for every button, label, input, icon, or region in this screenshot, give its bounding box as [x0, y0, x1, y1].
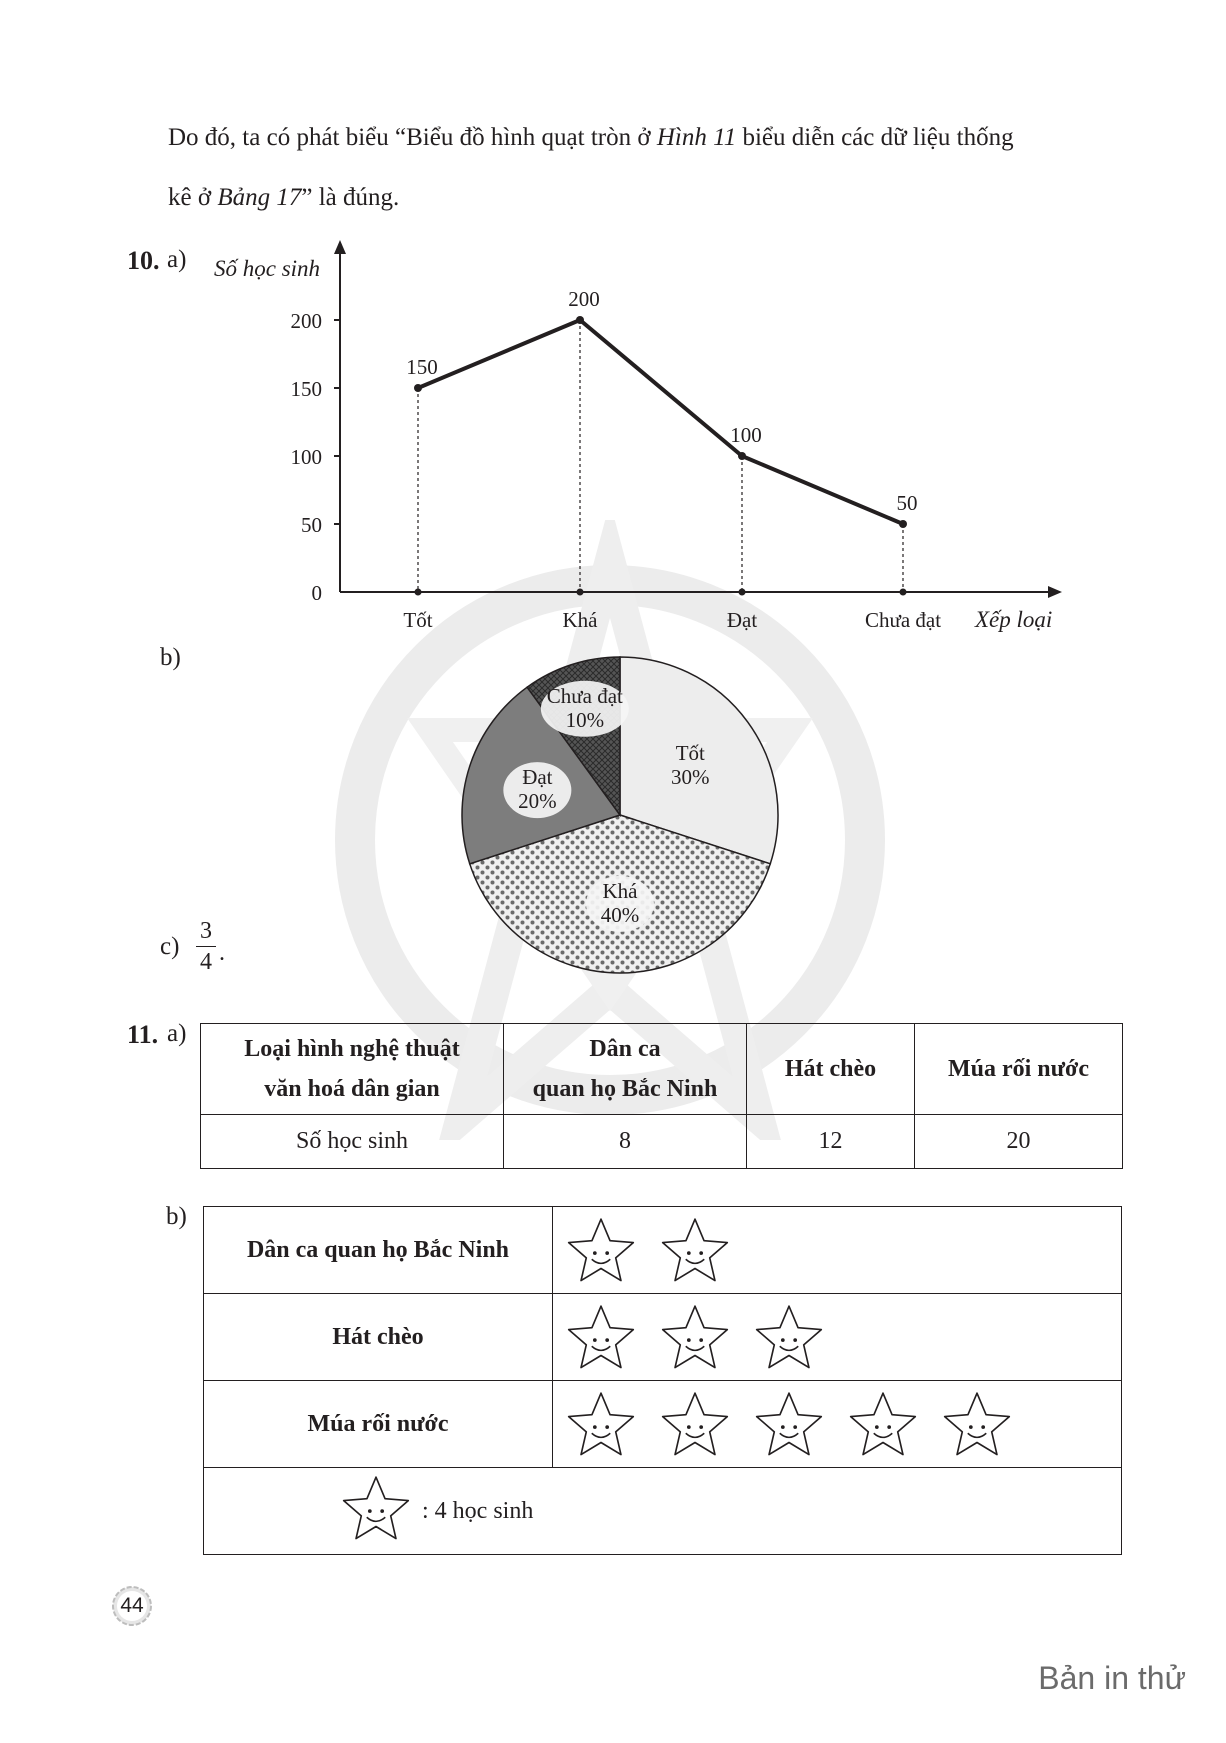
table-header-cell — [747, 1024, 915, 1115]
intro-text: ” là đúng. — [301, 184, 400, 211]
star-eye — [368, 1509, 372, 1513]
star-eye — [699, 1251, 703, 1255]
header-line: quan họ Bắc Ninh — [532, 1076, 718, 1102]
smiling-star-icon — [565, 1388, 637, 1460]
pictograph-legend — [204, 1468, 1122, 1555]
question-11-part-b: b) — [166, 1203, 187, 1230]
header-line: Loại hình nghệ thuật — [244, 1036, 460, 1062]
smiling-star-icon — [340, 1472, 412, 1551]
table-row — [201, 1115, 1123, 1169]
data-label: 100 — [730, 423, 762, 447]
pie-slice-value: 20% — [518, 789, 557, 814]
page-number: 44 — [120, 1594, 144, 1617]
star-eye — [699, 1338, 703, 1342]
y-tick-label: 150 — [290, 377, 322, 401]
smiling-star-icon — [847, 1388, 919, 1460]
pie-slice-label: Tốt — [675, 740, 705, 765]
x-axis-arrow — [1048, 586, 1062, 598]
fraction-answer — [195, 916, 217, 977]
data-label: 150 — [406, 355, 438, 379]
y-tick-label: 50 — [301, 513, 322, 537]
smiling-star-icon — [941, 1388, 1013, 1460]
star-eye — [605, 1425, 609, 1429]
pictograph-row — [204, 1294, 1122, 1381]
star-row — [565, 1301, 1120, 1373]
star-outline — [757, 1306, 822, 1367]
x-tick-point — [577, 589, 584, 596]
header-line: văn hoá dân gian — [264, 1076, 440, 1102]
legend-text: : 4 học sinh — [422, 1497, 534, 1524]
star-outline — [851, 1393, 916, 1454]
star-outline — [663, 1306, 728, 1367]
question-10-part-c: c) — [160, 933, 180, 960]
star-eye — [593, 1338, 597, 1342]
pie-slice-label: Khá — [602, 878, 638, 903]
smiling-star-icon — [565, 1301, 637, 1373]
page-number-badge — [110, 1584, 154, 1628]
star-eye — [687, 1338, 691, 1342]
star-eye — [380, 1509, 384, 1513]
y-tick-label: 0 — [311, 581, 322, 605]
data-point — [414, 384, 422, 392]
x-tick-point — [900, 589, 907, 596]
smiling-star-icon — [565, 1214, 637, 1286]
question-11-part-a: a) — [167, 1020, 187, 1047]
pie-slice-label: Đạt — [522, 765, 553, 790]
question-11-number: 11. — [127, 1020, 159, 1049]
x-tick-label: Khá — [562, 608, 598, 632]
star-eye — [793, 1338, 797, 1342]
star-eye — [593, 1425, 597, 1429]
star-eye — [781, 1338, 785, 1342]
legend-content — [205, 1472, 1120, 1551]
pictograph-table — [203, 1206, 1122, 1555]
question-10-number: 10. — [127, 246, 160, 275]
intro-text: biểu diễn các dữ liệu thống — [736, 124, 1014, 151]
pie-chart — [440, 640, 780, 980]
pictograph-row-label: Múa rối nước — [204, 1381, 553, 1468]
y-tick-label: 100 — [290, 445, 322, 469]
data-point — [738, 452, 746, 460]
line-chart — [0, 0, 1226, 660]
x-axis-label: Xếp loại — [975, 607, 1053, 632]
star-eye — [605, 1338, 609, 1342]
header-line: Hát chèo — [784, 1056, 877, 1082]
data-label: 200 — [568, 287, 600, 311]
table-cell: 12 — [747, 1115, 915, 1169]
question-10-part-a: a) — [167, 246, 187, 273]
table-cell: 8 — [504, 1115, 747, 1169]
star-outline — [344, 1477, 409, 1538]
pie-slice-value: 10% — [565, 707, 605, 732]
smiling-star-icon — [753, 1388, 825, 1460]
y-axis-arrow — [334, 240, 346, 254]
y-tick-label: 200 — [290, 309, 322, 333]
header-line: Dân ca — [589, 1036, 661, 1062]
fraction-trail: . — [219, 940, 225, 966]
smiling-star-icon — [753, 1301, 825, 1373]
star-eye — [887, 1425, 891, 1429]
table-row-label: Số học sinh — [201, 1115, 504, 1169]
star-outline — [757, 1393, 822, 1454]
star-outline — [663, 1393, 728, 1454]
star-eye — [687, 1425, 691, 1429]
table-header-cell — [201, 1024, 504, 1115]
table-header-row — [201, 1024, 1123, 1115]
star-outline — [569, 1219, 634, 1280]
pictograph-stars-cell — [553, 1207, 1122, 1294]
star-eye — [781, 1425, 785, 1429]
pictograph-stars-cell — [553, 1381, 1122, 1468]
pie-slice-value: 40% — [600, 902, 640, 927]
intro-text: Do đó, ta có phát biểu “Biểu đồ hình quạt tròn ở — [168, 124, 657, 151]
pictograph-row — [204, 1381, 1122, 1468]
fraction-denominator: 4 — [200, 949, 212, 975]
star-eye — [981, 1425, 985, 1429]
x-tick-label: Tốt — [403, 608, 433, 632]
header-line: Múa rối nước — [947, 1056, 1089, 1082]
star-eye — [687, 1251, 691, 1255]
art-forms-table — [200, 1023, 1123, 1169]
star-eye — [793, 1425, 797, 1429]
x-tick-label: Chưa đạt — [864, 608, 942, 632]
y-axis-label: Số học sinh — [214, 256, 321, 281]
table-cell: 20 — [915, 1115, 1123, 1169]
star-row — [565, 1214, 1120, 1286]
star-outline — [569, 1306, 634, 1367]
intro-figure-ref: Hình 11 — [656, 124, 737, 151]
pie-slice-label: Chưa đạt — [546, 683, 623, 708]
smiling-star-icon — [340, 1472, 412, 1544]
star-eye — [875, 1425, 879, 1429]
star-outline — [569, 1393, 634, 1454]
pictograph-legend-row — [204, 1468, 1122, 1555]
smiling-star-icon — [659, 1301, 731, 1373]
intro-text: kê ở — [168, 184, 218, 211]
star-eye — [605, 1251, 609, 1255]
draft-watermark-text: Bản in thử — [1038, 1660, 1186, 1696]
table-header-cell — [504, 1024, 747, 1115]
x-tick-label: Đạt — [726, 608, 758, 632]
fraction-numerator: 3 — [200, 918, 212, 944]
star-eye — [969, 1425, 973, 1429]
data-label: 50 — [896, 491, 918, 515]
intro-table-ref: Bảng 17 — [217, 184, 302, 211]
smiling-star-icon — [659, 1214, 731, 1286]
smiling-star-icon — [659, 1388, 731, 1460]
pictograph-row-label: Hát chèo — [204, 1294, 553, 1381]
pictograph-row-label: Dân ca quan họ Bắc Ninh — [204, 1207, 553, 1294]
question-10-part-b: b) — [160, 644, 181, 671]
star-outline — [663, 1219, 728, 1280]
data-point — [899, 520, 907, 528]
star-eye — [699, 1425, 703, 1429]
pictograph-row — [204, 1207, 1122, 1294]
x-tick-point — [739, 589, 746, 596]
pie-slice-value: 30% — [671, 764, 710, 789]
star-outline — [945, 1393, 1010, 1454]
star-row — [565, 1388, 1120, 1460]
series-line — [418, 320, 903, 524]
data-point — [576, 316, 584, 324]
table-header-cell — [915, 1024, 1123, 1115]
star-eye — [593, 1251, 597, 1255]
pictograph-stars-cell — [553, 1294, 1122, 1381]
x-tick-point — [415, 589, 422, 596]
